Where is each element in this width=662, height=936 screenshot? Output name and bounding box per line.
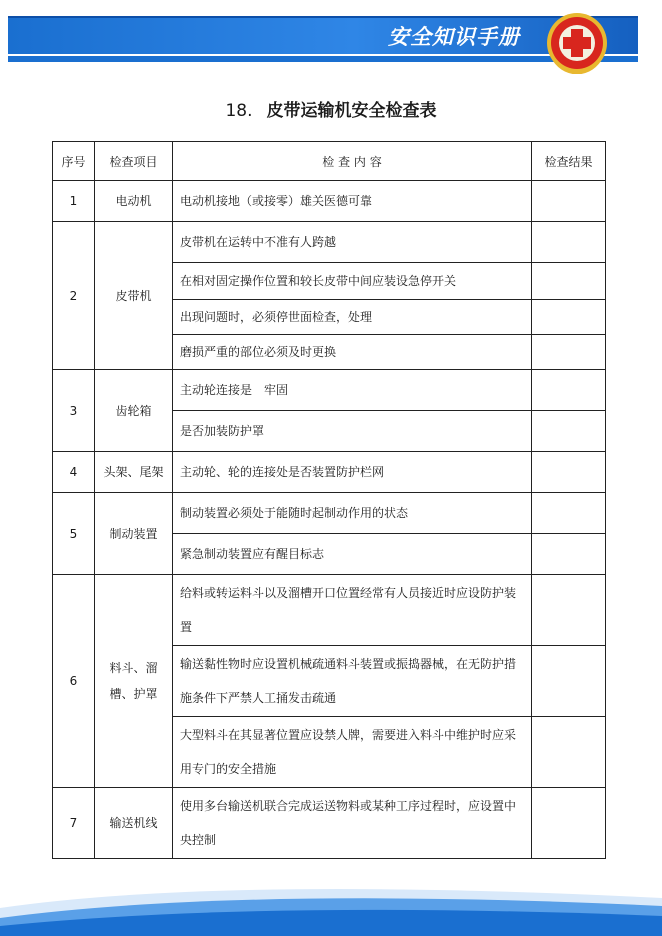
table-row — [53, 222, 606, 263]
table-row — [53, 788, 606, 859]
table-row — [53, 575, 606, 646]
check-content: 紧急制动装置应有醒目标志 — [173, 534, 532, 575]
check-content: 给料或转运料斗以及溜槽开口位置经常有人员接近时应设防护装置 — [173, 575, 532, 646]
row-number: 4 — [53, 452, 95, 493]
check-result-cell[interactable] — [532, 575, 606, 646]
document-title — [0, 96, 662, 121]
document-title-text: 皮带运输机安全检查表 — [266, 101, 437, 121]
check-result-cell[interactable] — [532, 370, 606, 411]
check-content: 主动轮连接是 牢固 — [173, 370, 532, 411]
check-result-cell[interactable] — [532, 788, 606, 859]
check-content: 磨损严重的部位必须及时更换 — [173, 335, 532, 370]
table-row — [53, 181, 606, 222]
check-item: 齿轮箱 — [95, 370, 173, 452]
document-number: 18. — [225, 101, 253, 121]
check-content: 主动轮、轮的连接处是否装置防护栏网 — [173, 452, 532, 493]
check-content: 是否加装防护罩 — [173, 411, 532, 452]
check-content: 在相对固定操作位置和较长皮带中间应装设急停开关 — [173, 263, 532, 300]
row-number: 1 — [53, 181, 95, 222]
row-number: 2 — [53, 222, 95, 370]
check-content: 出现问题时，必须停世面检查，处理 — [173, 300, 532, 335]
check-content: 输送黏性物时应设置机械疏通料斗装置或振捣器械，在无防护措施条件下严禁人工捅发击疏通 — [173, 646, 532, 717]
check-content: 皮带机在运转中不准有人跨越 — [173, 222, 532, 263]
check-result-cell[interactable] — [532, 493, 606, 534]
check-item: 电动机 — [95, 181, 173, 222]
checklist-table — [52, 141, 606, 859]
check-result-cell[interactable] — [532, 411, 606, 452]
check-result-cell[interactable] — [532, 335, 606, 370]
header-content: 检 查 内 容 — [173, 142, 532, 181]
header-item: 检查项目 — [95, 142, 173, 181]
check-content: 制动装置必须处于能随时起制动作用的状态 — [173, 493, 532, 534]
handbook-title: 安全知识手册 — [388, 25, 520, 49]
check-result-cell[interactable] — [532, 222, 606, 263]
table-body — [53, 181, 606, 859]
banner-bar — [8, 16, 638, 54]
check-result-cell[interactable] — [532, 300, 606, 335]
check-result-cell[interactable] — [532, 646, 606, 717]
check-item: 制动装置 — [95, 493, 173, 575]
header-no: 序号 — [53, 142, 95, 181]
table-header-row — [53, 142, 606, 181]
check-content: 大型料斗在其显著位置应设禁人牌，需要进入料斗中维护时应采用专门的安全措施 — [173, 717, 532, 788]
check-result-cell[interactable] — [532, 181, 606, 222]
row-number: 3 — [53, 370, 95, 452]
footer-wave — [0, 868, 662, 936]
check-content: 使用多台输送机联合完成运送物料或某种工序过程时，应设置中央控制 — [173, 788, 532, 859]
check-item: 头架、尾架 — [95, 452, 173, 493]
check-result-cell[interactable] — [532, 452, 606, 493]
check-result-cell[interactable] — [532, 263, 606, 300]
row-number: 7 — [53, 788, 95, 859]
banner-underline — [8, 56, 638, 62]
table-row — [53, 370, 606, 411]
check-item: 料斗、溜槽、护罩 — [95, 575, 173, 788]
table-row — [53, 452, 606, 493]
header-result: 检查结果 — [532, 142, 606, 181]
row-number: 6 — [53, 575, 95, 788]
check-item: 输送机线 — [95, 788, 173, 859]
table-row — [53, 493, 606, 534]
check-result-cell[interactable] — [532, 717, 606, 788]
row-number: 5 — [53, 493, 95, 575]
check-content: 电动机接地（或接零）雄关医德可靠 — [173, 181, 532, 222]
safety-emblem-icon — [546, 12, 608, 74]
check-item: 皮带机 — [95, 222, 173, 370]
check-result-cell[interactable] — [532, 534, 606, 575]
